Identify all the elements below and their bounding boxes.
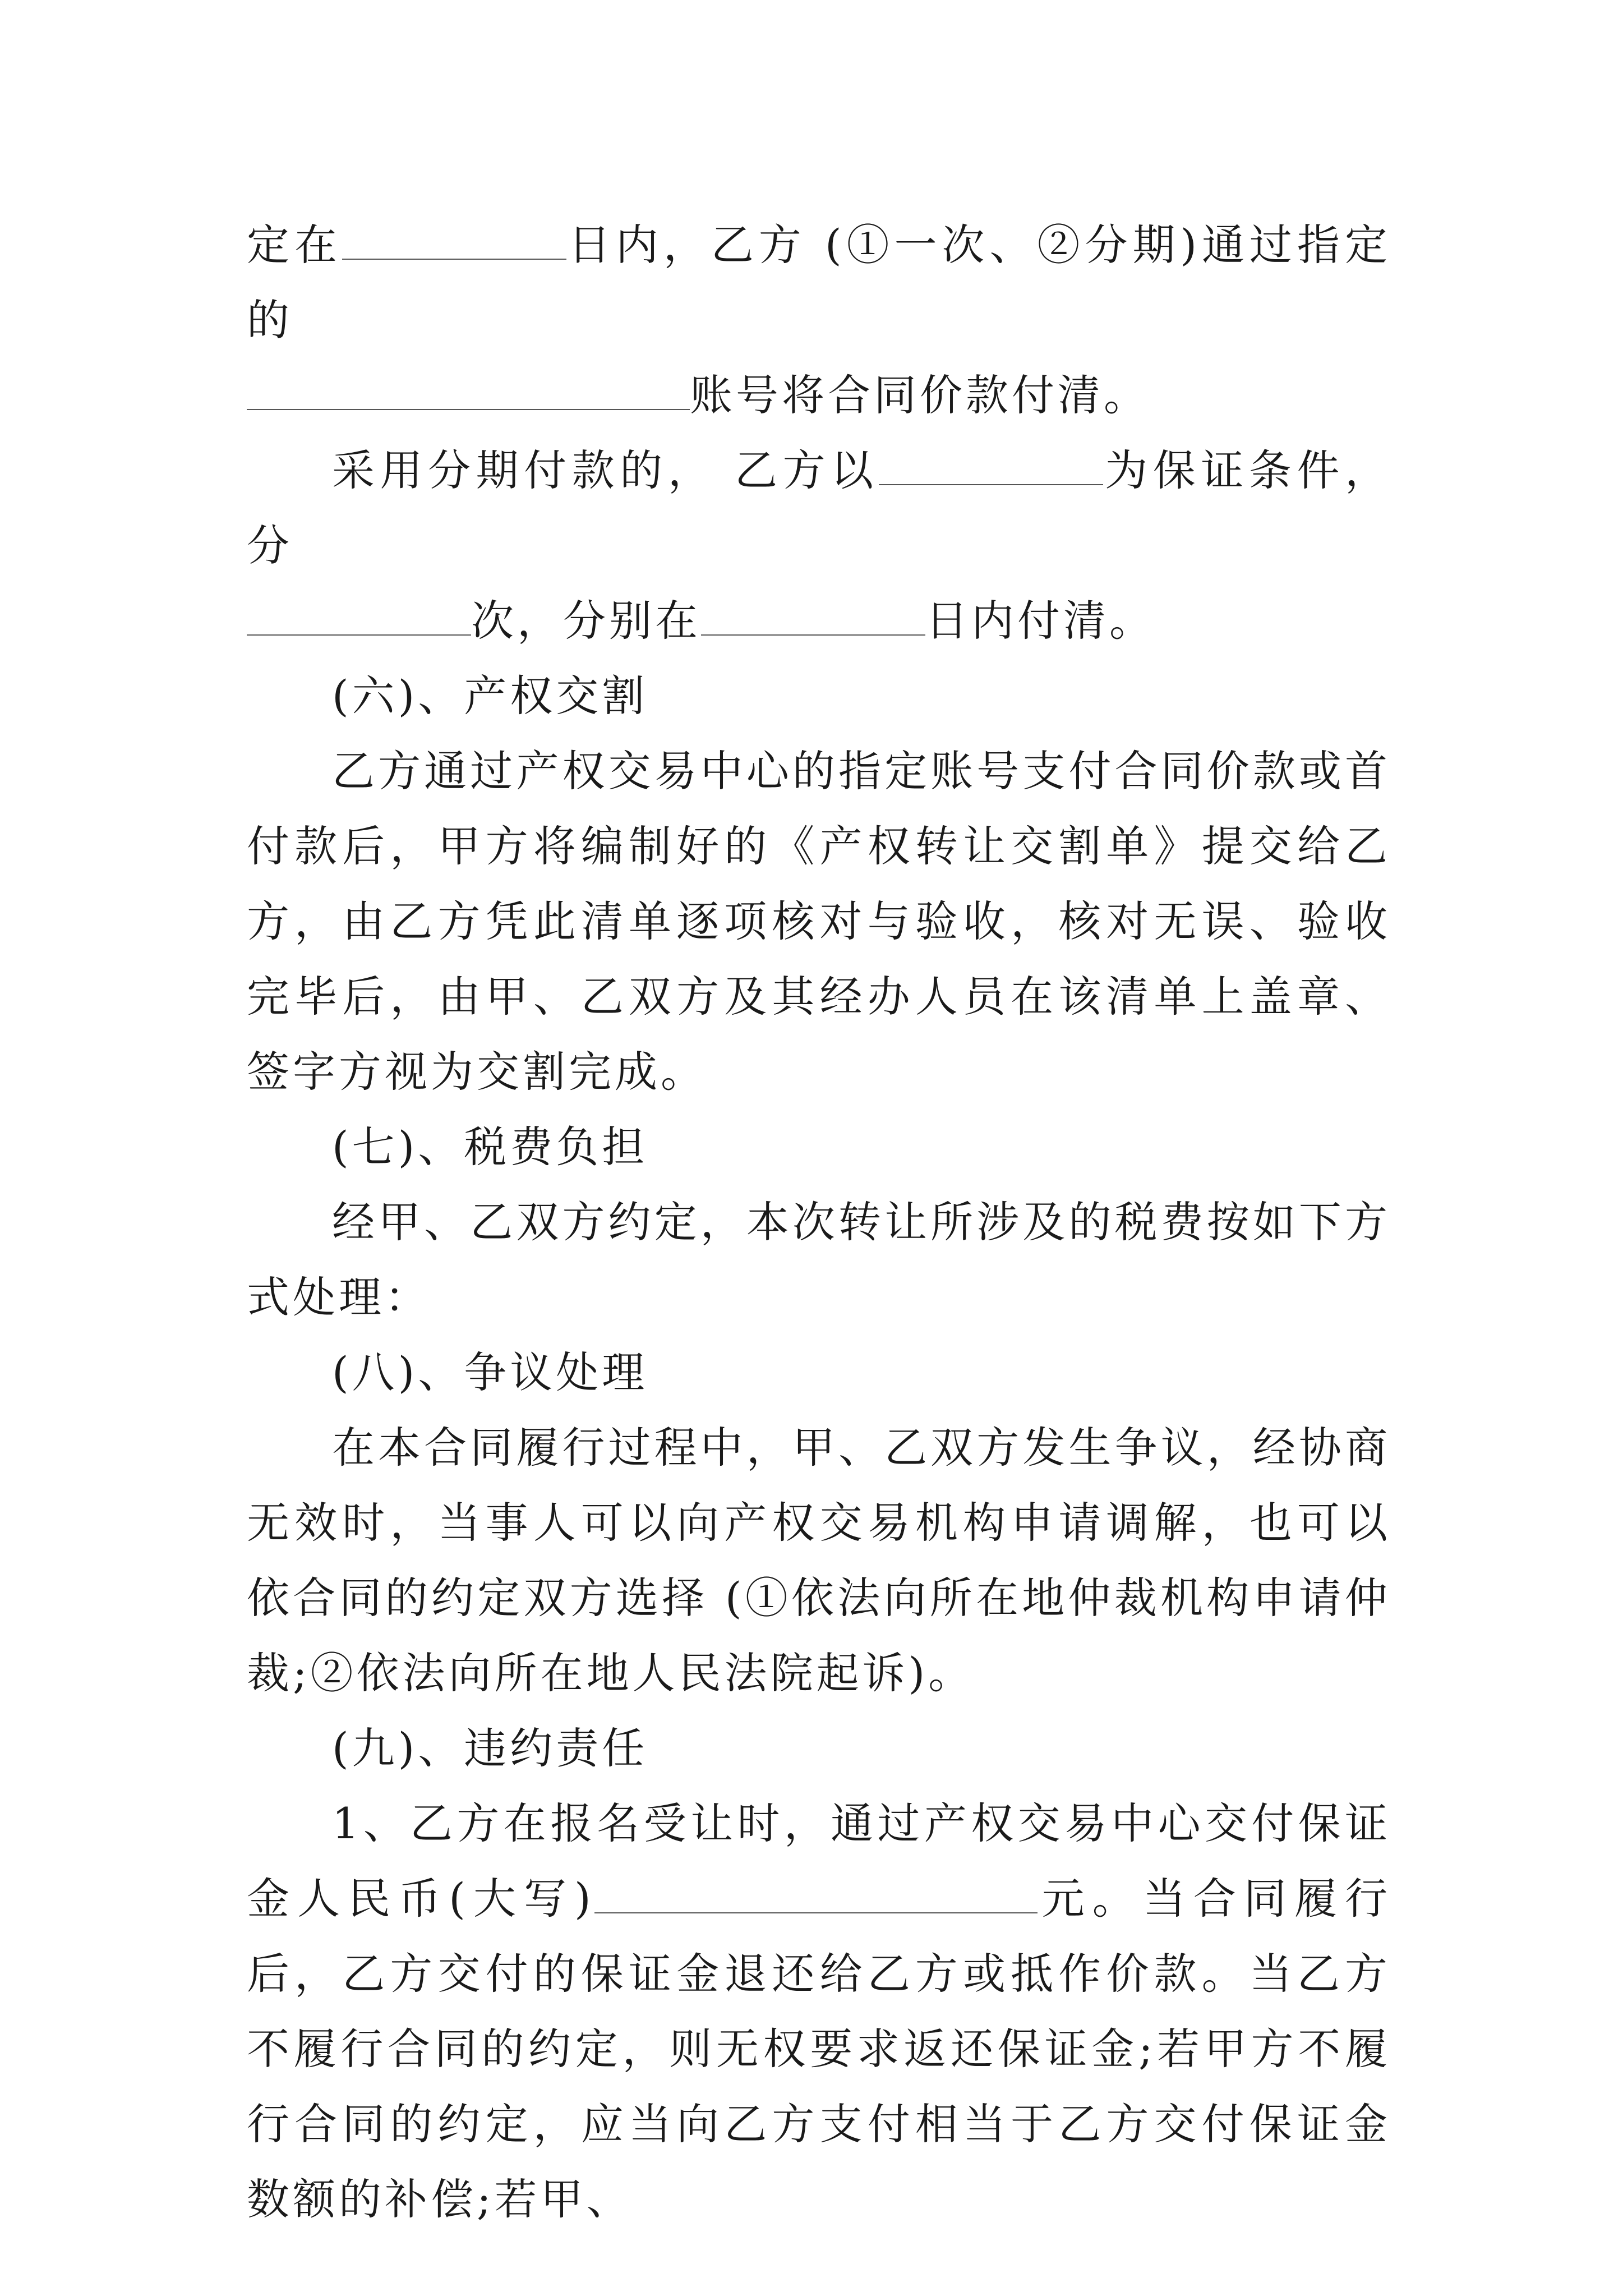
- installment-paragraph: [247, 433, 1391, 583]
- dispute-paragraph: 在本合同履行过程中，甲、乙双方发生争议，经协商无效时，当事人可以向产权交易机构申请调解，也可以依合同的约定双方选择 (①依法向所在地仲裁机构申请仲裁;②依法向所在地人民法院起诉)。: [247, 1423, 1391, 1698]
- liability-text-start: 1、乙方在报名受让时，通过产权交易中心交付保证金: [247, 1798, 1391, 1924]
- installment-text-start: 采用分期付款的， 乙方以: [332, 445, 879, 495]
- taxes-paragraph: 经甲、乙双方约定，本次转让所涉及的税费按如下方式处理：: [247, 1197, 1391, 1322]
- installment-text-mid: 次，分别在: [471, 596, 701, 646]
- payment-account-line: [247, 358, 1391, 433]
- deposit-amount-blank[interactable]: [594, 1865, 1038, 1913]
- payment-account-blank[interactable]: [247, 362, 690, 410]
- payment-account-text: 账号将合同价款付清。: [690, 370, 1150, 420]
- section-heading-taxes: (七)、税费负担: [332, 1122, 648, 1172]
- payment-term-text-end: 日内，乙方 (①一次、②分期)通过指定的: [247, 220, 1391, 345]
- liability-paragraph: [247, 1786, 1391, 2237]
- payment-term-text-start: 定在: [247, 220, 342, 270]
- section-heading-dispute: (八)、争议处理: [332, 1347, 648, 1397]
- installment-line-2: [247, 583, 1391, 659]
- guarantee-condition-blank[interactable]: [879, 437, 1103, 485]
- section-heading-liability: (九)、违约责任: [332, 1723, 648, 1773]
- section-heading-transfer: (六)、产权交割: [332, 671, 648, 721]
- installment-count-blank[interactable]: [247, 587, 471, 636]
- liability-text-end: 元。当合同履行后，乙方交付的保证金退还给乙方或抵作价款。当乙方不履行合同的约定，则无权要求返还保证金;若甲方不履行合同的约定，应当向乙方支付相当于乙方交付保证金数额的补偿;若甲、: [247, 1874, 1391, 2224]
- installment-text-end: 为保证条件，分: [247, 445, 1391, 570]
- payment-days-blank[interactable]: [342, 211, 566, 260]
- transfer-paragraph: 乙方通过产权交易中心的指定账号支付合同价款或首付款后，甲方将编制好的《产权转让交割单》提交给乙方，由乙方凭此清单逐项核对与验收，核对无误、验收完毕后，由甲、乙双方及其经办人员在该清单上盖章、签字方视为交割完成。: [247, 746, 1391, 1097]
- document-body: [247, 208, 1391, 2237]
- payment-term-paragraph: [247, 208, 1391, 358]
- deposit-currency-label: 人民币(大写): [297, 1874, 594, 1924]
- installment-days-blank[interactable]: [701, 587, 925, 636]
- installment-text-tail: 日内付清。: [925, 596, 1155, 646]
